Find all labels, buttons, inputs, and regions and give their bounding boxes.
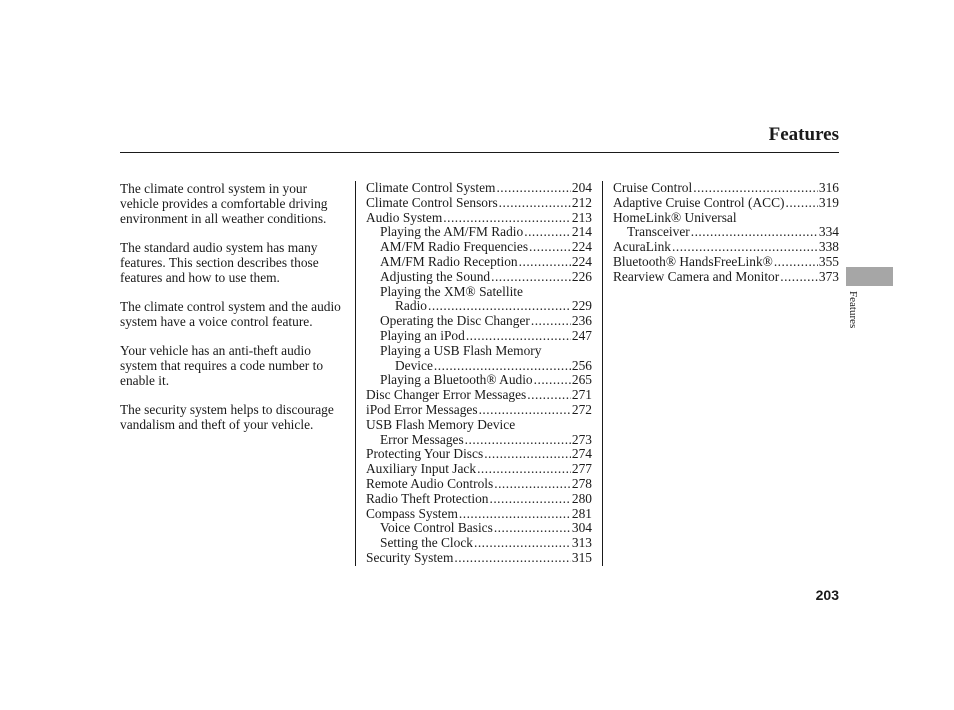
toc-entry[interactable]: Climate Control System ..... 204	[366, 181, 592, 196]
intro-paragraph: Your vehicle has an anti-theft audio system that requires a code number to enable it.	[120, 343, 324, 388]
intro-paragraph: The climate control system in your vehicle provides a comfortable driving environment in all weather conditions.	[120, 181, 328, 226]
toc-entry[interactable]: Playing a USB Flash Memory	[380, 342, 542, 358]
toc-entry[interactable]: Error Messages ..... 273	[366, 433, 592, 448]
toc-entry[interactable]: Voice Control Basics ..... 304	[366, 521, 592, 536]
page-title: Features	[768, 124, 839, 145]
column-divider	[355, 181, 356, 566]
toc-entry[interactable]: Playing the AM/FM Radio ..... 214	[366, 225, 592, 240]
toc-entry[interactable]: Security System ..... 315	[366, 551, 592, 566]
toc-right-column	[613, 181, 839, 285]
toc-entry[interactable]: Climate Control Sensors ..... 212	[366, 196, 592, 211]
toc-entry[interactable]: USB Flash Memory Device	[366, 416, 516, 432]
toc-entry[interactable]: Playing a Bluetooth® Audio ..... 265	[366, 373, 592, 388]
toc-entry[interactable]: AcuraLink ..... 338	[613, 240, 839, 255]
toc-entry[interactable]: Playing the XM® Satellite	[380, 283, 523, 299]
section-tab	[846, 267, 893, 286]
intro-paragraph: The standard audio system has many features. This section describes those features and how to use them.	[120, 240, 319, 285]
toc-entry[interactable]: Cruise Control ..... 316	[613, 181, 839, 196]
toc-entry[interactable]: HomeLink® Universal	[613, 209, 737, 225]
header-rule	[120, 152, 839, 153]
toc-entry[interactable]: Adaptive Cruise Control (ACC) ..... 319	[613, 196, 839, 211]
intro-paragraph: The security system helps to discourage vandalism and theft of your vehicle.	[120, 402, 334, 432]
toc-entry[interactable]: Bluetooth® HandsFreeLink® ..... 355	[613, 255, 839, 270]
toc-entry[interactable]: Remote Audio Controls ..... 278	[366, 477, 592, 492]
page-number: 203	[815, 587, 839, 603]
toc-entry[interactable]: AM/FM Radio Reception ..... 224	[366, 255, 592, 270]
toc-entry[interactable]: Playing an iPod ..... 247	[366, 329, 592, 344]
toc-entry[interactable]: Setting the Clock ..... 313	[366, 536, 592, 551]
intro-text	[120, 181, 346, 446]
toc-entry[interactable]: Transceiver ..... 334	[613, 225, 839, 240]
toc-entry[interactable]: Auxiliary Input Jack ..... 277	[366, 462, 592, 477]
toc-entry[interactable]: Radio Theft Protection ..... 280	[366, 492, 592, 507]
toc-left-column	[366, 181, 592, 566]
toc-entry[interactable]: iPod Error Messages ..... 272	[366, 403, 592, 418]
toc-entry[interactable]: AM/FM Radio Frequencies ..... 224	[366, 240, 592, 255]
toc-entry[interactable]: Audio System ..... 213	[366, 211, 592, 226]
toc-entry[interactable]: Disc Changer Error Messages ..... 271	[366, 388, 592, 403]
toc-entry[interactable]: Device ..... 256	[366, 359, 592, 374]
intro-paragraph: The climate control system and the audio system have a voice control feature.	[120, 299, 341, 329]
toc-entry[interactable]: Protecting Your Discs ..... 274	[366, 447, 592, 462]
side-section-label: Features	[847, 291, 859, 329]
toc-entry[interactable]: Adjusting the Sound ..... 226	[366, 270, 592, 285]
toc-entry[interactable]: Compass System ..... 281	[366, 507, 592, 522]
toc-entry[interactable]: Rearview Camera and Monitor ..... 373	[613, 270, 839, 285]
toc-entry[interactable]: Radio ..... 229	[366, 299, 592, 314]
column-divider	[602, 181, 603, 566]
toc-entry[interactable]: Operating the Disc Changer ..... 236	[366, 314, 592, 329]
